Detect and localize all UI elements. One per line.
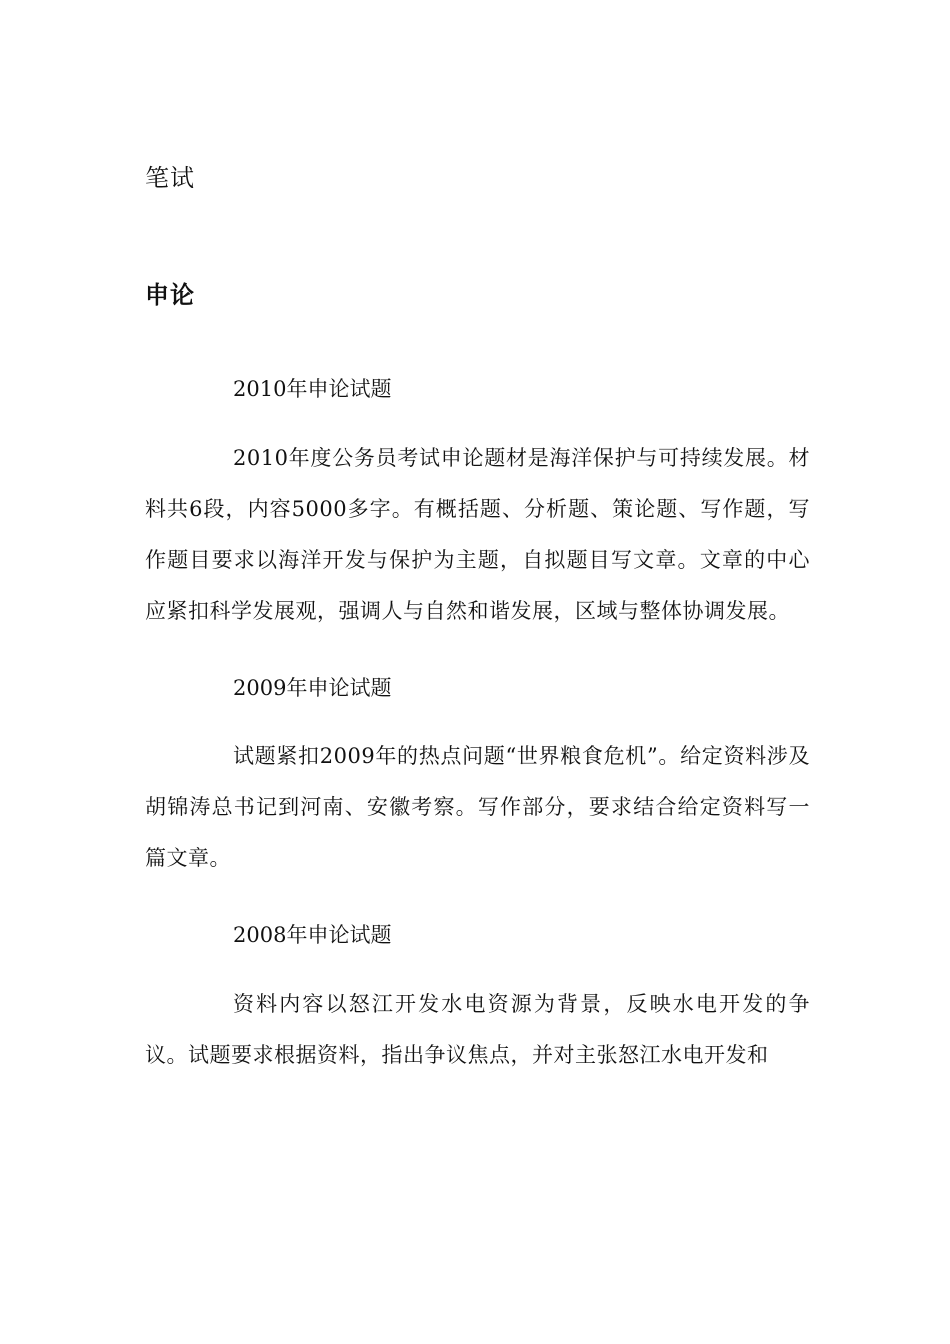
section-heading-2010: 2010年申论试题 (233, 377, 392, 401)
section-heading-2009: 2009年申论试题 (233, 675, 392, 700)
section-paragraph-2009: 试题紧扣2009年的热点问题“世界粮食危机”。给定资料涉及胡锦涛总书记到河南、安徽考察。写作部分，要求结合给定资料写一篇文章。 (145, 744, 810, 870)
section-label: 笔试 (145, 164, 195, 192)
section-paragraph-2010: 2010年度公务员考试申论题材是海洋保护与可持续发展。材料共6段，内容5000多字。有概括题、分析题、策论题、写作题，写作题目要求以海洋开发与保护为主题，自拟题目写文章。文章的中心应紧扣科学发展观，强调人与自然和谐发展，区域与整体协调发展。 (145, 445, 810, 623)
section-heading-2008: 2008年申论试题 (233, 923, 392, 947)
section-paragraph-2008: 资料内容以怒江开发水电资源为背景，反映水电开发的争议。试题要求根据资料，指出争议焦点，并对主张怒江水电开发和 (145, 991, 810, 1067)
page-title: 申论 (145, 281, 195, 309)
document-body (145, 372, 810, 1115)
